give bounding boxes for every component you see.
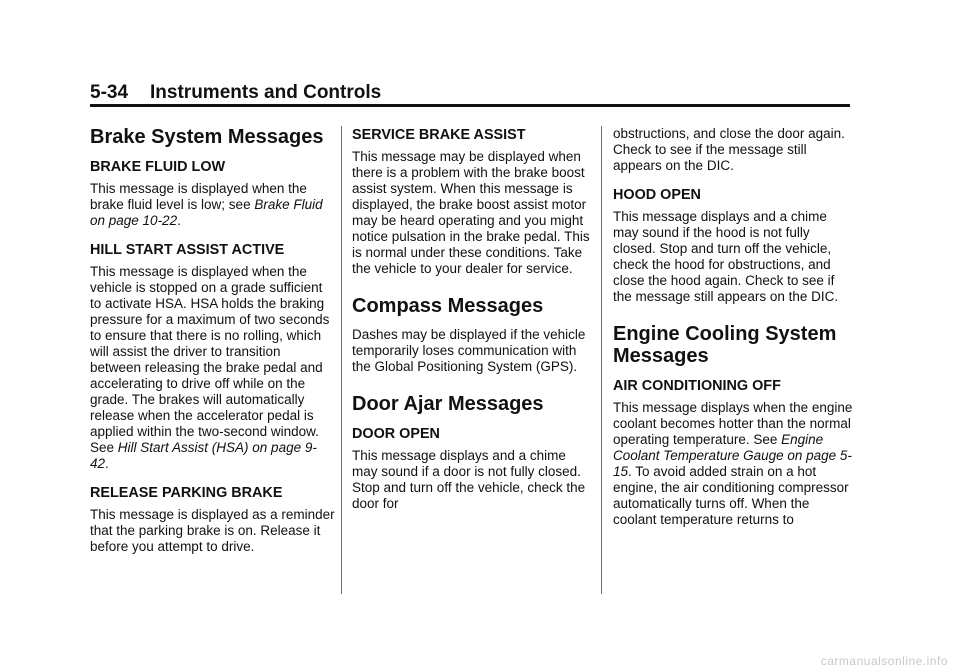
para-door-open-continued: obstructions, and close the door again. Check to see if the message still appears on the DIC.: [613, 126, 845, 173]
heading-door-ajar-messages: Door Ajar Messages: [352, 393, 544, 415]
heading-hill-start-assist: HILL START ASSIST ACTIVE: [90, 242, 285, 258]
para-service-brake-assist: This message may be displayed when there is a problem with the brake boost assist system. When this message is displayed, the brake boost assist motor may be heard operating and you might notice pulsation in the brake pedal. This is normal under these conditions. Take the vehicle to your dealer for service.: [352, 149, 590, 276]
para-brake-fluid-low: This message is displayed when the brake fluid level is low; see Brake Fluid on page 10-22.: [90, 181, 323, 228]
xref-engine-coolant-gauge[interactable]: Engine Coolant Temperature Gauge on page 5-15: [613, 432, 852, 479]
text: This message displays when the engine coolant becomes hotter than the normal operating temperature. See: [613, 400, 853, 447]
para-air-conditioning-off: [613, 400, 853, 528]
heading-brake-system-messages: Brake System Messages: [90, 126, 324, 148]
page-header: [90, 82, 850, 104]
para-hood-open: This message displays and a chime may sound if the hood is not fully closed. Stop and turn off the vehicle, check the hood for obstructions, and close the hood again. Check to see if the message still appears on the DIC.: [613, 209, 839, 304]
para-door-open: This message displays and a chime may sound if a door is not fully closed. Stop and turn off the vehicle, check the door for: [352, 448, 586, 511]
heading-compass-messages: Compass Messages: [352, 295, 544, 317]
page-number: 5-34: [90, 82, 129, 103]
heading-brake-fluid-low: BRAKE FLUID LOW: [90, 159, 226, 175]
para-release-parking-brake: This message is displayed as a reminder that the parking brake is on. Release it before you attempt to drive.: [90, 507, 335, 554]
column-divider-2: [601, 126, 602, 594]
heading-release-parking-brake: RELEASE PARKING BRAKE: [90, 485, 283, 501]
heading-service-brake-assist: SERVICE BRAKE ASSIST: [352, 127, 526, 143]
chapter-title: Instruments and Controls: [150, 82, 382, 103]
heading-air-conditioning-off: AIR CONDITIONING OFF: [613, 378, 781, 394]
text: This message is displayed when the brake fluid level is low; see: [90, 181, 307, 212]
text: . To avoid added strain on a hot engine, the air conditioning compressor automatically turns off. When the coolant temperature returns to: [613, 464, 849, 527]
text: This message is displayed when the vehicle is stopped on a grade sufficient to activate HSA. HSA holds the braking pressure for a maximum of two seconds to ensure that there is no rolling, which will assist the driver to transition between releasing the brake pedal and accelerating to drive off while on the grade. The brakes will automatically release when the accelerator pedal is applied within the two-second window. See: [90, 264, 330, 455]
para-hill-start-assist: This message is displayed when the vehicle is stopped on a grade sufficient to activate HSA. HSA holds the braking pressure for a maximum of two seconds to ensure that there is no rolling, which will assist the driver to transition between releasing the brake pedal and accelerating to drive off while on the grade. The brakes will automatically release when the accelerator pedal is applied within the two-second window. See Hill Start Assist (HSA) on page 9-42.: [90, 264, 330, 471]
para-compass: Dashes may be displayed if the vehicle temporarily loses communication with the Global Positioning System (GPS).: [352, 327, 586, 374]
heading-hood-open: HOOD OPEN: [613, 187, 701, 203]
xref-brake-fluid[interactable]: Brake Fluid on page 10-22: [90, 197, 323, 228]
xref-hill-start-assist[interactable]: Hill Start Assist (HSA) on page 9-42: [90, 440, 317, 471]
header-rule: [90, 104, 850, 107]
watermark: carmanualsonline.info: [820, 654, 948, 668]
column-3: [613, 126, 853, 528]
heading-door-open: DOOR OPEN: [352, 426, 440, 442]
column-1: [90, 126, 335, 555]
column-2: [352, 126, 594, 512]
column-divider-1: [341, 126, 342, 594]
heading-engine-cooling-system-messages: Engine Cooling System Messages: [613, 323, 837, 367]
